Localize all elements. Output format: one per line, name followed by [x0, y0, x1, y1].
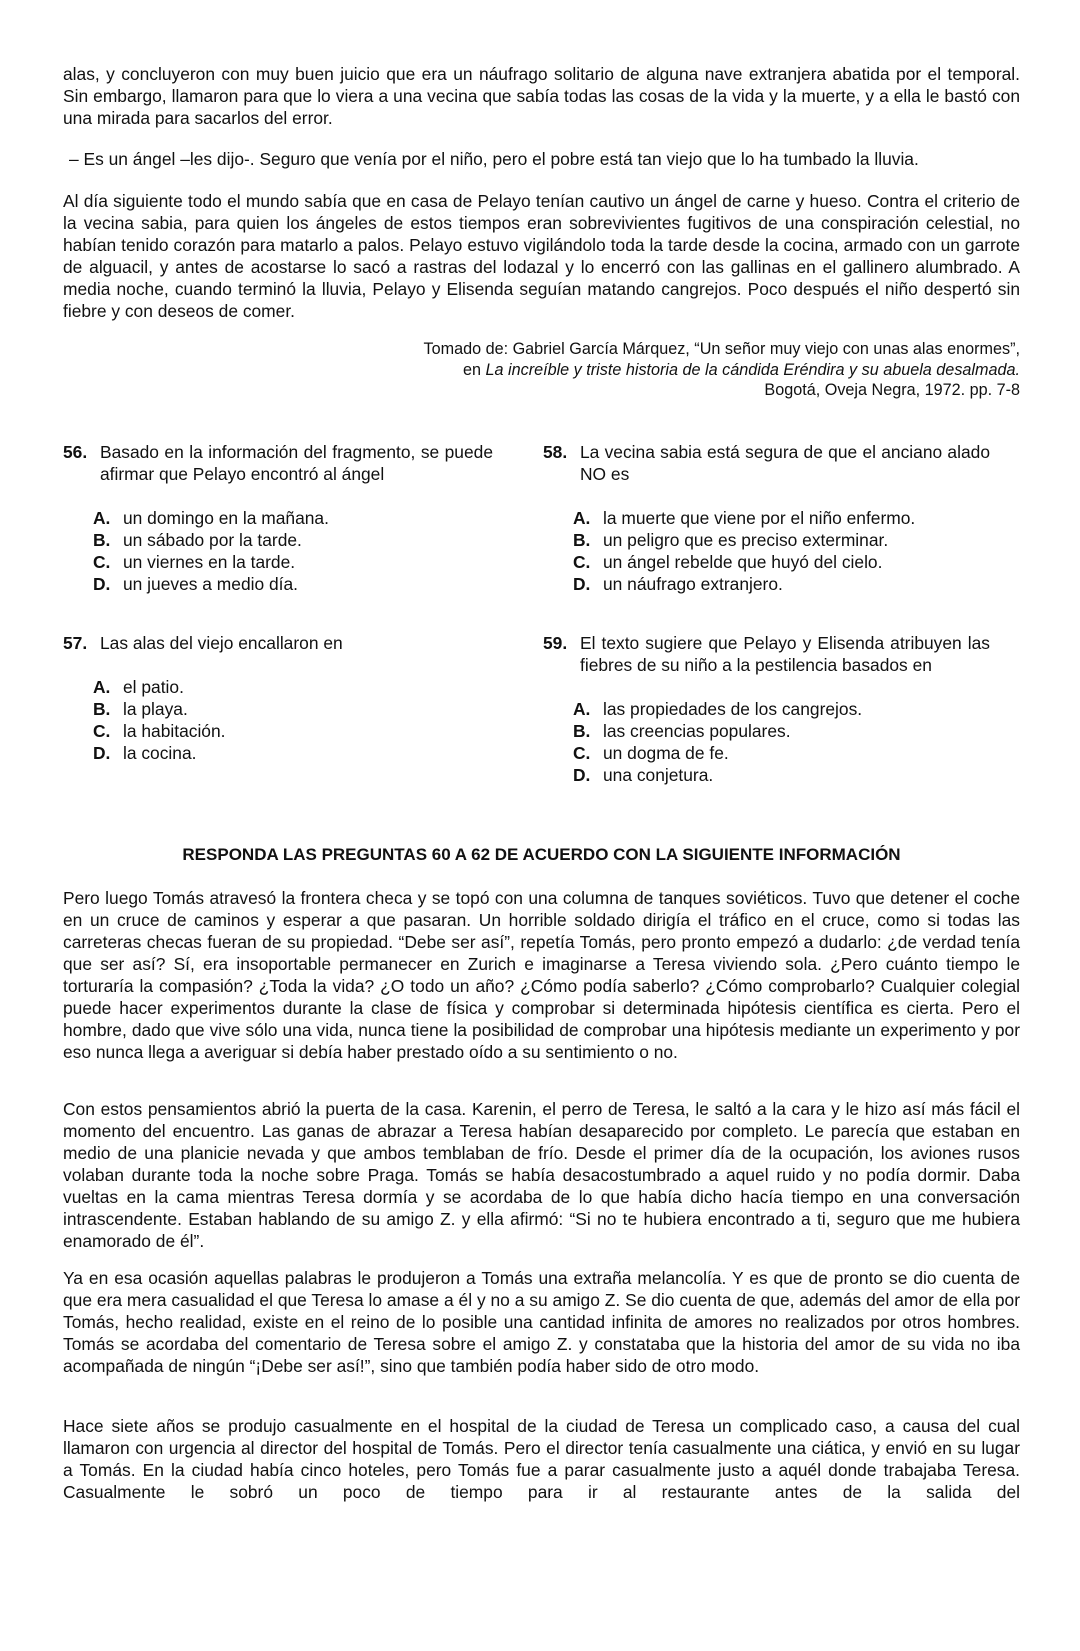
- option-letter: A.: [93, 508, 111, 528]
- option-text: un ángel rebelde que huyó del cielo.: [603, 552, 883, 572]
- option-text: un viernes en la tarde.: [123, 552, 296, 572]
- option-letter: B.: [573, 721, 591, 741]
- option-a[interactable]: [93, 507, 493, 529]
- answer-options: [63, 507, 493, 595]
- option-text: un sábado por la tarde.: [123, 530, 302, 550]
- option-d[interactable]: [93, 573, 493, 595]
- question-text: El texto sugiere que Pelayo y Elisenda atribuyen las fiebres de su niño a la pestilencia basados en: [580, 633, 990, 675]
- question-57: [63, 632, 493, 764]
- option-b[interactable]: [93, 529, 493, 551]
- option-text: las propiedades de los cangrejos.: [603, 699, 863, 719]
- option-d[interactable]: [93, 742, 493, 764]
- question-56: [63, 441, 493, 595]
- option-letter: A.: [93, 677, 111, 697]
- passage2-paragraph-1: Pero luego Tomás atravesó la frontera checa y se topó con una columna de tanques soviéticos. Tuvo que detener el coche en un cruce de caminos y esperar a que pasaran. Un horrible soldado dirigía el tráfico en el cruce, como si todas las carreteras checas fueran de su propiedad. “Debe ser así”, repetía Tomás, pero pronto empezó a dudarlo: ¿de verdad tenía que ser así? Sí, era insoportable permanecer en Zurich e imaginarse a Teresa viviendo sola. ¿Pero cuánto tiempo le torturaría la compasión? ¿Toda la vida? ¿O todo un año? ¿Cómo podía saberlo? ¿Cómo comprobarlo? Cualquier colegial puede hacer experimentos durante la clase de física y comprobar si determinada hipótesis científica es cierta. Pero el hombre, dado que vive sólo una vida, nunca tiene la posibilidad de comprobar una hipótesis mediante un experimento y por eso nunca llega a averiguar si debía haber prestado oído a su sentimiento o no.: [63, 888, 1020, 1062]
- citation-line-2: [423, 360, 1020, 381]
- option-text: un domingo en la mañana.: [123, 508, 329, 528]
- option-a[interactable]: [93, 676, 493, 698]
- citation-line-3: Bogotá, Oveja Negra, 1972. pp. 7-8: [764, 381, 1020, 399]
- question-number: 56.: [63, 442, 88, 462]
- citation-line-1: Tomado de: Gabriel García Márquez, “Un señor muy viejo con unas alas enormes”,: [423, 340, 1020, 358]
- question-number: 59.: [543, 633, 568, 653]
- passage2-paragraph-3: Ya en esa ocasión aquellas palabras le produjeron a Tomás una extraña melancolía. Y es que de pronto se dio cuenta de que era mera casualidad el que Teresa lo amase a él y no a su amigo Z. Se dio cuenta de que, además del amor de ella por Tomás, hecho realidad, existe en el reino de lo posible una cantidad infinita de amores no realizados por otros hombres. Tomás se acordaba del comentario de Teresa sobre el amigo Z. y constataba que la historia del amor de su vida no iba acompañada de ningún “¡Debe ser así!”, sino que también podía haber sido de otro modo.: [63, 1268, 1020, 1376]
- question-text: La vecina sabia está segura de que el anciano alado NO es: [580, 442, 990, 484]
- passage1-paragraph-2: Al día siguiente todo el mundo sabía que en casa de Pelayo tenían cautivo un ángel de carne y hueso. Contra el criterio de la vecina sabia, para quien los ángeles de estos tiempos eran sobrevivientes fugitivos de una conspiración celestial, no habían tenido corazón para matarlo a palos. Pelayo estuvo vigilándolo toda la tarde desde la cocina, armado con un garrote de alguacil, y antes de acostarse lo sacó a rastras del lodazal y lo encerró con las gallinas en el gallinero alumbrado. A media noche, cuando terminó la lluvia, Pelayo y Elisenda seguían matando cangrejos. Poco después el niño despertó sin fiebre y con deseos de comer.: [63, 191, 1020, 321]
- question-text: Basado en la información del fragmento, se puede afirmar que Pelayo encontró al ángel: [100, 442, 493, 484]
- option-c[interactable]: [93, 720, 493, 742]
- question-59: [543, 632, 990, 786]
- option-letter: D.: [93, 743, 111, 763]
- option-text: la cocina.: [123, 743, 197, 763]
- option-c[interactable]: [573, 742, 990, 764]
- answer-options: [543, 698, 990, 786]
- section-heading: RESPONDA LAS PREGUNTAS 60 A 62 DE ACUERDO CON LA SIGUIENTE INFORMACIÓN: [182, 845, 901, 864]
- option-text: la habitación.: [123, 721, 226, 741]
- option-letter: B.: [93, 530, 111, 550]
- option-text: un peligro que es preciso exterminar.: [603, 530, 889, 550]
- answer-options: [63, 676, 493, 764]
- option-letter: C.: [573, 743, 591, 763]
- option-letter: D.: [573, 765, 591, 785]
- option-b[interactable]: [573, 529, 990, 551]
- option-letter: B.: [573, 530, 591, 550]
- option-a[interactable]: [573, 507, 990, 529]
- question-number: 57.: [63, 633, 88, 653]
- option-letter: D.: [573, 574, 591, 594]
- option-text: un jueves a medio día.: [123, 574, 298, 594]
- option-text: las creencias populares.: [603, 721, 791, 741]
- option-letter: A.: [573, 699, 591, 719]
- passage1-paragraph-1: alas, y concluyeron con muy buen juicio que era un náufrago solitario de alguna nave extranjera abatida por el temporal. Sin embargo, llamaron para que lo viera a una vecina que sabía todas las cosas de la vida y la muerte, y a ella le bastó con una mirada para sacarlos del error.: [63, 64, 1020, 128]
- question-58: [543, 441, 990, 595]
- option-b[interactable]: [93, 698, 493, 720]
- option-text: un dogma de fe.: [603, 743, 729, 763]
- option-text: un náufrago extranjero.: [603, 574, 783, 594]
- option-letter: A.: [573, 508, 591, 528]
- option-letter: C.: [93, 552, 111, 572]
- option-c[interactable]: [573, 551, 990, 573]
- option-b[interactable]: [573, 720, 990, 742]
- citation-prefix: en: [462, 360, 486, 379]
- option-letter: B.: [93, 699, 111, 719]
- option-text: la muerte que viene por el niño enfermo.: [603, 508, 916, 528]
- option-text: una conjetura.: [603, 765, 714, 785]
- option-a[interactable]: [573, 698, 990, 720]
- book-title: La increíble y triste historia de la cándida Eréndira y su abuela desalmada.: [485, 360, 1020, 379]
- question-number: 58.: [543, 442, 568, 462]
- option-letter: D.: [93, 574, 111, 594]
- source-citation: [423, 339, 1020, 401]
- question-text: Las alas del viejo encallaron en: [100, 633, 343, 653]
- passage2-paragraph-2: Con estos pensamientos abrió la puerta de la casa. Karenin, el perro de Teresa, le saltó a la cara y le hizo así más fácil el momento del encuentro. Las ganas de abrazar a Teresa habían desaparecido por completo. Le parecía que estaban en medio de una planicie nevada y que ambos temblaban de frío. Desde el primer día de la ocupación, los aviones rusos volaban durante toda la noche sobre Praga. Tomás se había desacostumbrado a aquel ruido y no podía dormir. Daba vueltas en la cama mientras Teresa dormía y se acordaba de lo que había dicho hacía tiempo en una conversación intrascendente. Estaban hablando de su amigo Z. y ella afirmó: “Si no te hubiera encontrado a ti, seguro que me hubiera enamorado de él”.: [63, 1099, 1020, 1251]
- option-text: la playa.: [123, 699, 188, 719]
- option-d[interactable]: [573, 573, 990, 595]
- option-letter: C.: [573, 552, 591, 572]
- passage1-dialogue: – Es un ángel –les dijo-. Seguro que venía por el niño, pero el pobre está tan viejo que lo ha tumbado la lluvia.: [69, 149, 919, 169]
- passage2-paragraph-4: Hace siete años se produjo casualmente en el hospital de la ciudad de Teresa un complicado caso, a causa del cual llamaron con urgencia al director del hospital de Tomás. Pero el director tenía casualmente una ciática, y envió en su lugar a Tomás. En la ciudad había cinco hoteles, pero Tomás fue a parar casualmente justo a aquél donde trabajaba Teresa. Casualmente le sobró un poco de tiempo para ir al restaurante antes de la salida del: [63, 1416, 1020, 1502]
- option-text: el patio.: [123, 677, 184, 697]
- option-letter: C.: [93, 721, 111, 741]
- option-c[interactable]: [93, 551, 493, 573]
- option-d[interactable]: [573, 764, 990, 786]
- answer-options: [543, 507, 990, 595]
